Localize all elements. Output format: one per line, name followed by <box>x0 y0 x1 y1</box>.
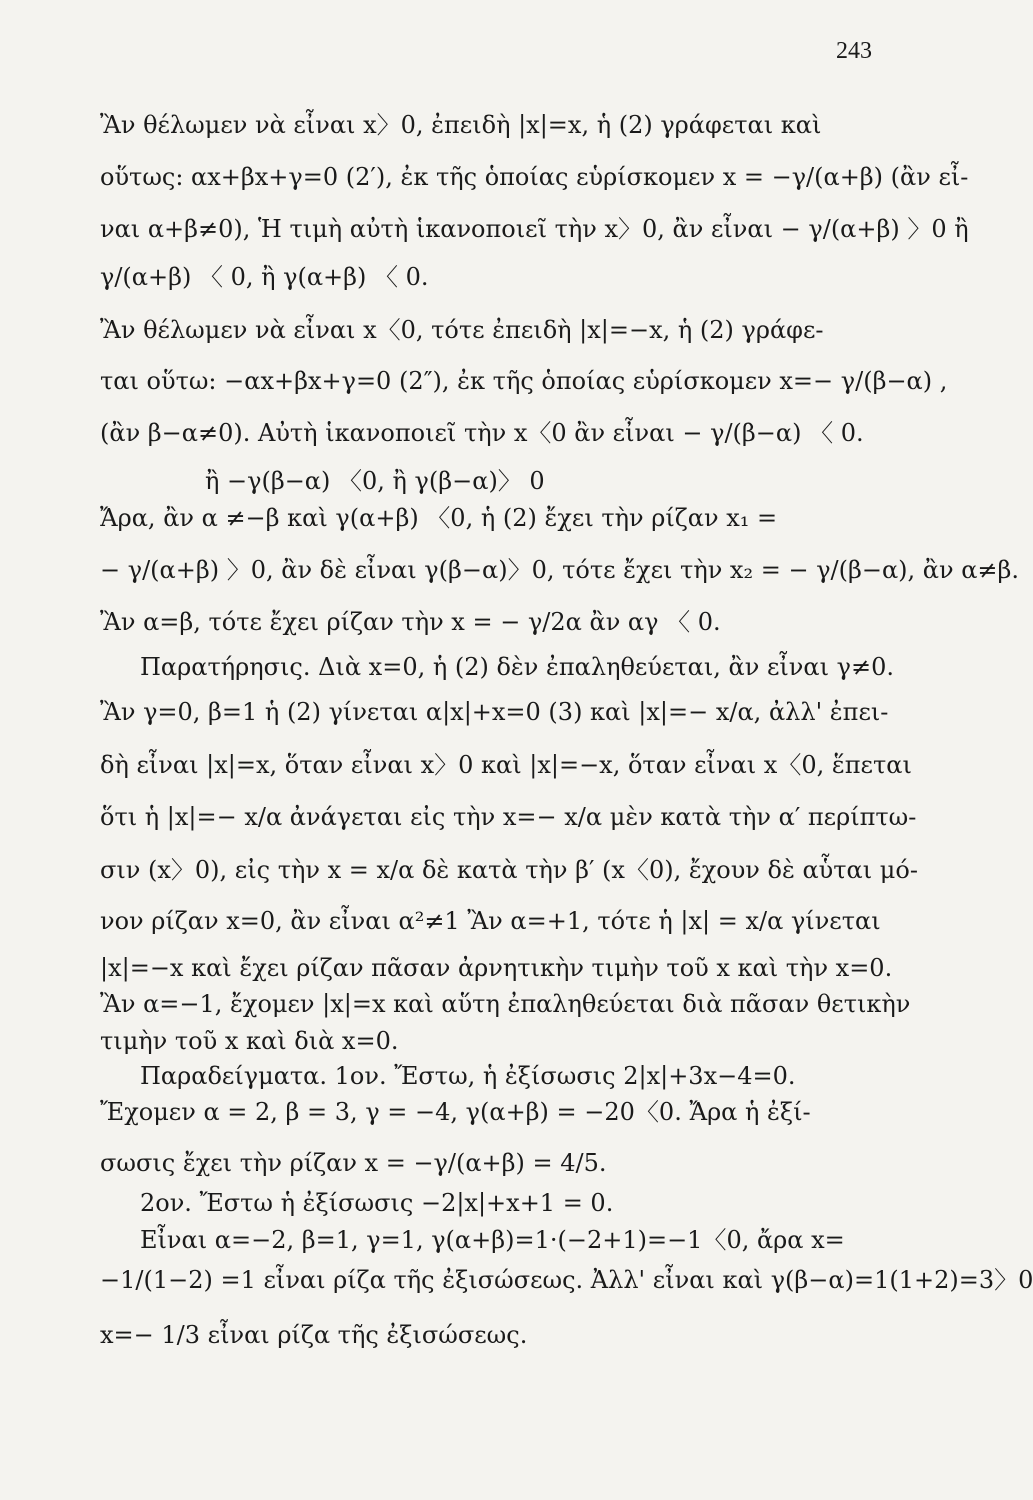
text-line: Ἂν α=β, τότε ἔχει ρίζαν τὴν x = − γ/2α ἂν αγ 〈 0. <box>100 608 721 636</box>
text-line: σιν (x〉0), εἰς τὴν x = x/α δὲ κατὰ τὴν β′ (x〈0), ἔχουν δὲ αὗται μό- <box>100 856 918 884</box>
text-line: Παρατήρησις. Διὰ x=0, ἡ (2) δὲν ἐπαληθεύεται, ἂν εἶναι γ≠0. <box>140 653 894 681</box>
text-line: −1/(1−2) =1 εἶναι ρίζα τῆς ἐξισώσεως. Ἀλλ' εἶναι καὶ γ(β−α)=1(1+2)=3〉0 <box>100 1266 1033 1294</box>
text-line: Ἔχομεν α = 2, β = 3, γ = −4, γ(α+β) = −20〈0. Ἄρα ἡ ἐξί- <box>100 1098 811 1126</box>
text-line: Ἂν θέλωμεν νὰ εἶναι x〉0, ἐπειδὴ |x|=x, ἡ (2) γράφεται καὶ <box>100 111 822 139</box>
page-number: 243 <box>836 38 872 64</box>
text-line: δὴ εἶναι |x|=x, ὅταν εἶναι x〉0 καὶ |x|=−x, ὅταν εἶναι x〈0, ἕπεται <box>100 751 912 779</box>
text-line: ἢ −γ(β−α) 〈0, ἢ γ(β−α)〉 0 <box>205 467 545 495</box>
text-line: νον ρίζαν x=0, ἂν εἶναι α²≠1 Ἂν α=+1, τότε ἡ |x| = x/α γίνεται <box>100 907 881 935</box>
text-line: (ἂν β−α≠0). Αὐτὴ ἱκανοποιεῖ τὴν x〈0 ἂν εἶναι − γ/(β−α) 〈 0. <box>100 419 864 447</box>
text-line: τιμὴν τοῦ x καὶ διὰ x=0. <box>100 1027 399 1055</box>
text-line: Ἂν α=−1, ἔχομεν |x|=x καὶ αὕτη ἐπαληθεύεται διὰ πᾶσαν θετικὴν <box>100 990 911 1018</box>
text-line: γ/(α+β) 〈 0, ἢ γ(α+β) 〈 0. <box>100 263 429 291</box>
text-line: ται οὕτω: −αx+βx+γ=0 (2″), ἐκ τῆς ὁποίας εὑρίσκομεν x=− γ/(β−α) , <box>100 367 948 395</box>
text-line: ναι α+β≠0), Ἡ τιμὴ αὐτὴ ἱκανοποιεῖ τὴν x〉0, ἂν εἶναι − γ/(α+β) 〉0 ἢ <box>100 215 969 243</box>
text-line: οὕτως: αx+βx+γ=0 (2′), ἐκ τῆς ὁποίας εὑρίσκομεν x = −γ/(α+β) (ἂν εἶ- <box>100 163 969 191</box>
text-line: Ἄρα, ἂν α ≠−β καὶ γ(α+β) 〈0, ἡ (2) ἔχει τὴν ρίζαν x₁ = <box>100 504 778 532</box>
text-line: 2ον. Ἔστω ἡ ἐξίσωσις −2|x|+x+1 = 0. <box>140 1189 614 1217</box>
text-line: − γ/(α+β) 〉0, ἂν δὲ εἶναι γ(β−α)〉0, τότε ἔχει τὴν x₂ = − γ/(β−α), ἂν α≠β. <box>100 556 1020 584</box>
text-line: ὅτι ἡ |x|=− x/α ἀνάγεται εἰς τὴν x=− x/α μὲν κατὰ τὴν α′ περίπτω- <box>100 803 917 831</box>
text-line: Παραδείγματα. 1ον. Ἔστω, ἡ ἐξίσωσις 2|x|+3x−4=0. <box>140 1062 796 1090</box>
text-line: σωσις ἔχει τὴν ρίζαν x = −γ/(α+β) = 4/5. <box>100 1149 607 1177</box>
text-line: |x|=−x καὶ ἔχει ρίζαν πᾶσαν ἀρνητικὴν τιμὴν τοῦ x καὶ τὴν x=0. <box>100 954 893 982</box>
text-line: Εἶναι α=−2, β=1, γ=1, γ(α+β)=1·(−2+1)=−1〈0, ἄρα x= <box>140 1226 845 1254</box>
text-line: x=− 1/3 εἶναι ρίζα τῆς ἐξισώσεως. <box>100 1321 528 1349</box>
text-line: Ἂν θέλωμεν νὰ εἶναι x〈0, τότε ἐπειδὴ |x|=−x, ἡ (2) γράφε- <box>100 316 824 344</box>
text-line: Ἂν γ=0, β=1 ἡ (2) γίνεται α|x|+x=0 (3) καὶ |x|=− x/α, ἀλλ' ἐπει- <box>100 698 889 726</box>
